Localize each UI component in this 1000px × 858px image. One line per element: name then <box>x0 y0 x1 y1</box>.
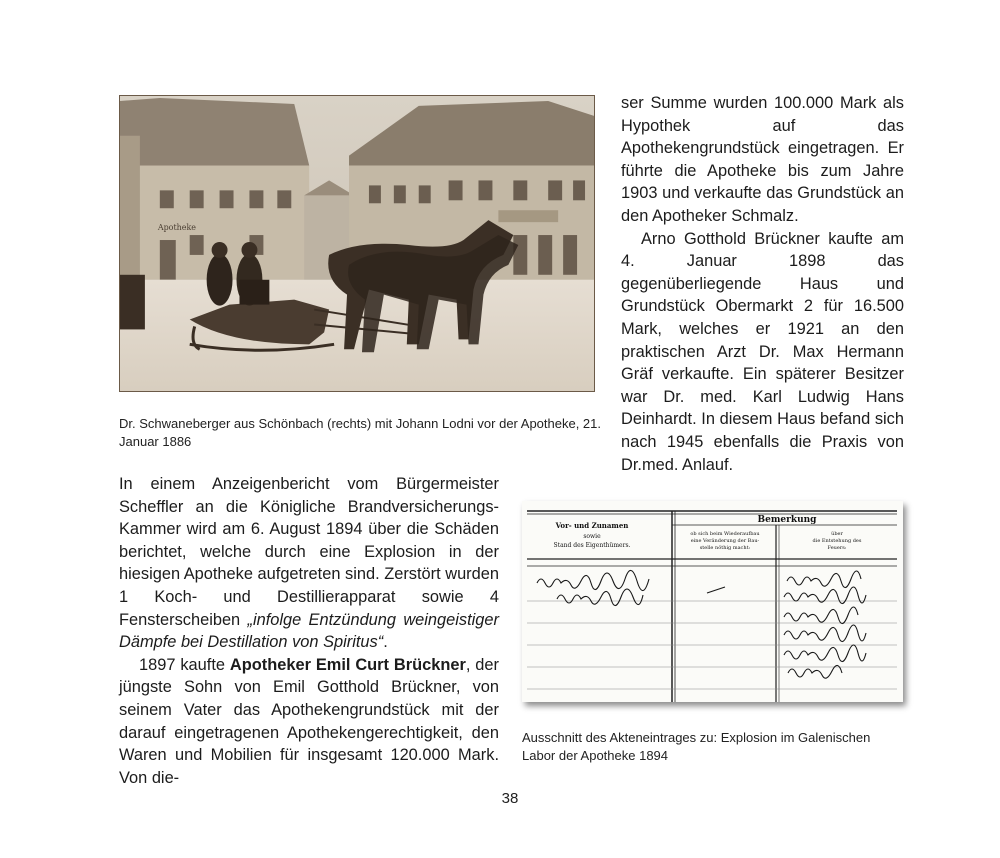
ledger-col1-title: Vor- und Zunamen <box>555 521 629 530</box>
historic-photo <box>119 95 595 392</box>
photo-caption: Dr. Schwaneberger aus Schönbach (rechts) mit Johann Lodni vor der Apotheke, 21. Januar 1886 <box>119 416 602 449</box>
ledger-col3-title: Feuers: <box>827 545 847 551</box>
left-column-text <box>119 473 499 789</box>
text-run: . <box>383 633 388 652</box>
shop-sign-text: Apotheke <box>157 223 196 233</box>
ledger-col1-sub: sowie <box>583 533 601 540</box>
ledger-col3-title: die Entstehung des <box>812 538 862 544</box>
ledger-col3-title: über <box>831 531 843 537</box>
ledger-col2-title: eine Veränderung der Bau- <box>690 538 760 544</box>
ledger-col2-title: ob sich beim Wiederaufbau <box>690 531 760 537</box>
paragraph: ser Summe wurden 100.000 Mark als Hypothek auf das Apothekengrundstück eingetragen. Er führte die Apotheke bis zum Jahre 1903 und verkaufte das Grundstück an den Apotheker Schmalz. <box>621 94 904 225</box>
paragraph <box>119 473 499 654</box>
ledger-drawing <box>522 501 903 702</box>
text-run: 1897 kaufte <box>139 655 230 674</box>
text-run: In einem Anzeigenbericht vom Bürgermeister Scheffler an die Königliche Brandversicherungs-Kammer wird am 6. August 1894 über die Schäden berichtet, welche durch eine Explosion in der hiesigen Apotheke aufgetreten sind. Zerstört wurden 1 Koch- und Destillierapparat sowie 4 Fensterscheiben <box>119 475 499 629</box>
ledger-header-remarks: Bemerkung <box>757 515 817 525</box>
quoted-text: „infolge Entzündung weingeistiger Dämpfe bei Destillation von Spiritus“ <box>119 610 499 652</box>
document-caption: Ausschnitt des Akteneintrages zu: Explosion im Galenischen Labor der Apotheke 1894 <box>522 730 871 763</box>
ledger-col2-title: stelle nöthig macht: <box>699 545 751 551</box>
page-number: 38 <box>501 790 519 807</box>
right-column-text <box>621 92 904 476</box>
text-run: , der jüngste Sohn von Emil Gotthold Brückner, von seinem Vater das Apothekengrundstück mit der darauf eingetragenen Apothekengerechtigkeit, den Waren und Mobilien für insgesamt 120.000 Mark. Von die- <box>119 655 499 787</box>
ledger-col1-sub: Stand des Eigenthümers. <box>553 542 631 549</box>
bold-name: Apotheker Emil Curt Brückner <box>229 655 466 674</box>
paragraph: Arno Gotthold Brückner kaufte am 4. Januar 1898 das gegenüberliegende Haus und Grundstück Obermarkt 2 für 16.500 Mark, welches er 1921 an den praktischen Arzt Dr. Max Hermann Gräf verkaufte. Ein späterer Besitzer war Dr. med. Karl Ludwig Hans Deinhardt. In diesem Haus befand sich nach 1945 ebenfalls die Praxis von Dr.med. Anlauf. <box>621 229 904 474</box>
sleigh-photo-drawing <box>120 96 594 391</box>
document-excerpt <box>522 501 903 702</box>
paragraph <box>119 654 499 790</box>
